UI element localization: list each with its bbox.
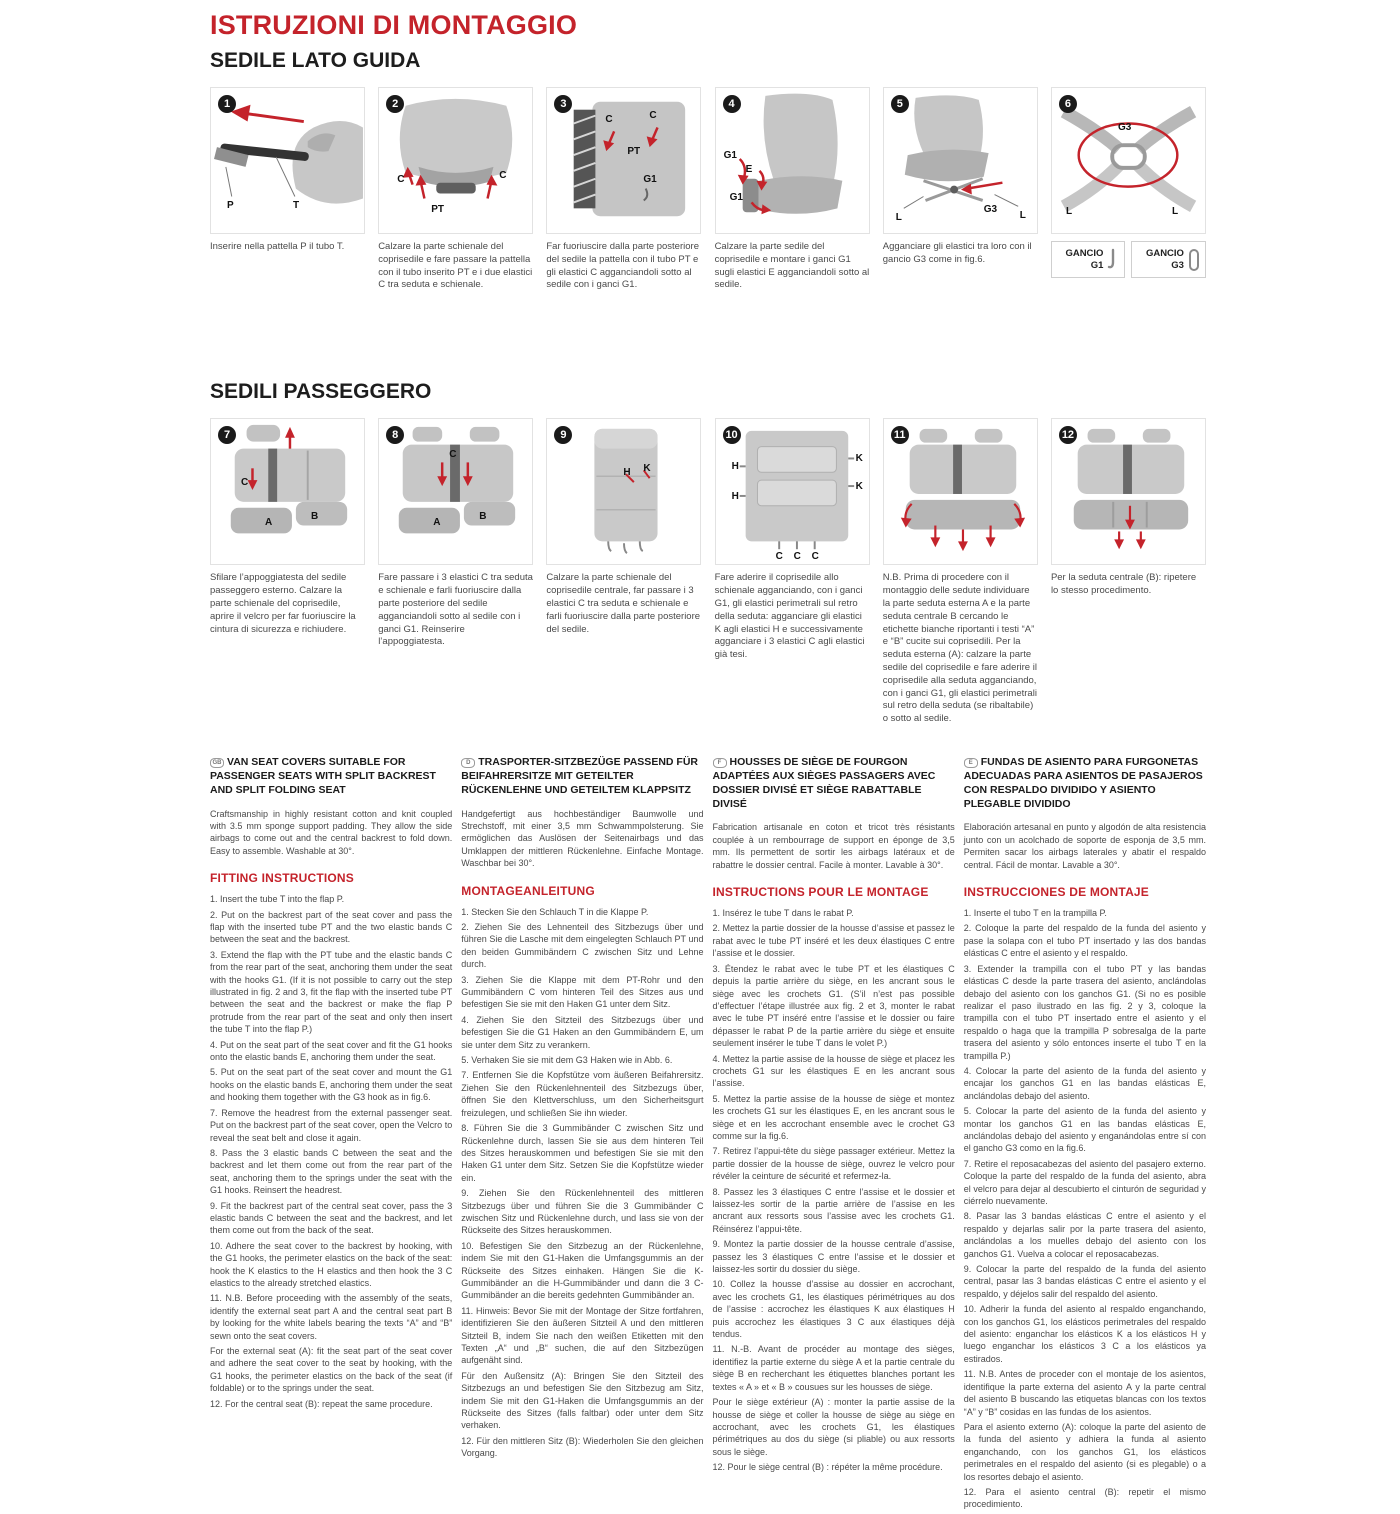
figure-number-badge: 1	[218, 95, 236, 113]
figure-caption-5: Agganciare gli elastici tra loro con il gancio G3 come in fig.6.	[882, 241, 1032, 265]
figure-panel-12	[1051, 418, 1206, 565]
figure-number-badge: 11	[891, 426, 909, 444]
step-paragraph: 5. Mettez la partie assise de la housse de siège et montez les crochets G1 sur les élastiques E, en les ancrant sous le siège et en les accrochant ensemble avec le crochet G3 comme sur la fig.6.	[712, 1093, 955, 1141]
column-header-text: FUNDAS DE ASIENTO PARA FURGONETAS ADECUADAS PARA ASIENTOS DE PASAJEROS CON RESPALDO DIVIDIDO Y ASIENTO PLEGABLE DIVIDIDO	[963, 756, 1203, 810]
gancio-g3-label: GANCIO	[1145, 247, 1184, 259]
flag-fr-icon: F	[713, 758, 727, 768]
figure-caption-1: Inserire nella pattella P il tubo T.	[210, 241, 345, 252]
figure-label: C	[605, 114, 613, 125]
figure-label: G1	[643, 174, 657, 185]
central-seat-fitting-illustration	[1052, 419, 1205, 564]
step-paragraph: 2. Coloque la parte del respaldo de la funda del asiento y pase la solapa con el tubo PT insertado y las dos bandas elásticas C entre el asiento y el respaldo.	[963, 923, 1206, 959]
language-columns	[210, 756, 1206, 1514]
step-paragraph: 2. Put on the backrest part of the seat cover and pass the flap with the inserted tube PT and the two elastic bands C between the seat and the backrest.	[210, 909, 453, 945]
figure-label: G3	[1117, 122, 1132, 133]
figure-caption-12: Per la seduta centrale (B): ripetere lo stesso procedimento.	[1050, 572, 1197, 597]
figure-panel-6	[1051, 87, 1206, 234]
seat-illustration-backrest-flap	[379, 88, 532, 233]
hook-legend	[1051, 241, 1206, 278]
step-paragraph: 12. Para el asiento central (B): repetir el mismo procedimiento.	[963, 1486, 1206, 1510]
figure-row-1	[210, 87, 1206, 234]
step-paragraph: 1. Insert the tube T into the flap P.	[210, 894, 345, 905]
step-paragraph: 5. Colocar la parte del asiento de la funda del asiento y montar los ganchos G1 en las bandas elásticas E, anclándolas debajo del asiento y enganándolas entre sí con el gancho G3 como en la fig.6.	[963, 1106, 1206, 1154]
column-header	[713, 756, 955, 811]
step-paragraph: Pour le siège extérieur (A) : monter la partie assise de la housse de siège et coller la housse de siège au siège en accrochant, avec les crochets G1, les élastiques périmétriques au dos du siège (si pliable) ou aux ressorts sous le siège.	[712, 1397, 955, 1457]
central-backrest-illustration	[547, 419, 700, 564]
step-paragraph: 5. Put on the seat part of the seat cover and mount the G1 hooks on the elastic bands E, anchoring them under the seat and hooking them together with the G3 hook as in fig.6.	[210, 1067, 453, 1103]
column-subhead: FITTING INSTRUCTIONS	[210, 871, 354, 886]
figure-label: E	[745, 164, 753, 175]
step-paragraph: 12. Pour le siège central (B) : répéter la même procédure.	[712, 1462, 943, 1473]
page-title: ISTRUZIONI DI MONTAGGIO	[210, 10, 578, 40]
gancio-g1-label: GANCIO	[1065, 247, 1104, 259]
step-paragraph: 12. Für den mittleren Sitz (B): Wiederholen Sie den gleichen Vorgang.	[461, 1435, 704, 1459]
step-paragraph: 2. Mettez la partie dossier de la housse d’assise et passez le rabat avec le tube PT inséré et les deux élastiques C entre l’assise et le dossier.	[712, 923, 955, 959]
column-header-text: HOUSSES DE SIÈGE DE FOURGON ADAPTÉES AUX SIÈGES PASSAGERS AVEC DOSSIER DIVISÉ ET SIÈGE RABATTABLE DIVISÉ	[712, 756, 936, 810]
figure-label: H	[731, 491, 739, 503]
figure-label: A	[433, 517, 441, 529]
step-paragraph: 8. Pasar las 3 bandas elásticas C entre el asiento y el respaldo y dejarlas salir por la parte trasera del asiento, anclándolas a los muelles debajo del asiento con los ganchos G1. Vuelva a colocar el reposacabezas.	[963, 1211, 1206, 1259]
figure-label: G1	[723, 150, 737, 161]
column-subhead: MONTAGEANLEITUNG	[461, 883, 595, 898]
figure-label: C	[811, 551, 819, 563]
step-paragraph: 1. Stecken Sie den Schlauch T in die Klappe P.	[461, 906, 649, 917]
figure-number-badge: 4	[723, 95, 741, 113]
step-paragraph: 11. N.B. Antes de proceder con el montaje de los asientos, identifique la parte externa del asiento A y la parte central del asiento B buscando las etiquetas blancas con los textos “A” y “B” cosidas en las fundas de los asientos.	[963, 1369, 1206, 1417]
step-paragraph: 9. Fit the backrest part of the central seat cover, pass the 3 elastic bands C between the seat and the backrest, and let them come out from the back of the seat.	[210, 1200, 453, 1236]
flag-de-icon: D	[461, 758, 475, 768]
step-paragraph: 8. Pass the 3 elastic bands C between the seat and the backrest and let them come out from the rear part of the seat, anchoring them to the springs under the seat with the G1 hooks. Reinsert the headrest.	[210, 1147, 453, 1196]
lang-column-french	[713, 756, 955, 1514]
figure-label: PT	[431, 204, 444, 215]
flag-gb-icon: GB	[210, 758, 224, 768]
column-header	[461, 756, 703, 798]
figure-label: C	[499, 170, 507, 181]
column-subhead: INSTRUCTIONS POUR LE MONTAGE	[712, 885, 929, 900]
g1-hook-icon	[1107, 248, 1119, 272]
figure-number-badge: 3	[554, 95, 572, 113]
column-intro: Handgefertigt aus hochbeständiger Baumwolle und Strechstoff, mit einer 3,5 mm Schwammpolsterung. Sie ermöglichen das Auslösen der Seitenairbags und das Umklappen der mittleren Rückenlehne. Einfache Montage. Waschbar bei 30°.	[461, 808, 704, 869]
column-header-text: TRASPORTER-SITZBEZÜGE PASSEND FÜR BEIFAHRERSITZE MIT GETEILTER RÜCKENLEHNE UND GETEILTEM KLAPPSITZ	[461, 756, 698, 796]
column-intro: Fabrication artisanale en coton et tricot très résistants couplée à un rembourrage de support en éponge de 3,5 mm. Ils permettent de sortir les airbags latéraux et de rabattre le dossier central. Facile à monter. Lavable à 30°.	[712, 822, 955, 870]
figure-label: A	[265, 517, 273, 529]
step-paragraph: 1. Insérez le tube T dans le rabat P.	[712, 908, 854, 919]
figure-caption-9: Calzare la parte schienale del coprisedile centrale, far passare i 3 elastici C tra seduta e schienale e farli fuoriuscire dalla parte posteriore del sedile.	[546, 572, 701, 635]
figure-panel-2	[378, 87, 533, 234]
column-header	[964, 756, 1206, 811]
step-paragraph: 11. N.B. Before proceeding with the assembly of the seats, identify the external seat part A and the central seat part B by looking for the white labels bearing the texts “A” and “B” sewn onto the seat covers.	[210, 1293, 453, 1341]
figure-panel-1	[210, 87, 365, 234]
figure-number-badge: 12	[1059, 426, 1077, 444]
figure-panel-7	[210, 418, 365, 565]
figure-label: L	[1065, 206, 1073, 217]
step-paragraph: 4. Put on the seat part of the seat cover and fit the G1 hooks onto the elastic bands E, anchoring them under the seat.	[210, 1039, 453, 1063]
step-paragraph: 7. Remove the headrest from the external passenger seat. Put on the backrest part of the seat cover, open the Velcro to reveal the seat belt and close it again.	[210, 1107, 453, 1143]
step-paragraph: 8. Führen Sie die 3 Gummibänder C zwischen Sitz und Rückenlehne durch, lassen Sie sie aus dem hinteren Teil des Sitzes herauskommen und befestigen Sie sie mit den Haken G1 unter dem Sitz. Setzen Sie die Kopfstütze wieder ein.	[461, 1123, 704, 1183]
figure-panel-3	[546, 87, 701, 234]
figure-number-badge: 6	[1059, 95, 1077, 113]
figure-label: T	[293, 200, 300, 211]
figure-caption-8: Fare passare i 3 elastici C tra seduta e schienale e farli fuoriuscire dalla parte posteriore del sedile agganciandoli sotto al sedile con i ganci G1. Reinserire l’appoggiatesta.	[378, 572, 533, 648]
figure-panel-5	[883, 87, 1038, 234]
figure-label: G3	[983, 204, 998, 215]
steps-list	[210, 893, 452, 1410]
steps-list	[461, 906, 703, 1460]
figure-label: C	[241, 477, 249, 489]
figure-panel-11	[883, 418, 1038, 565]
column-header	[210, 756, 452, 798]
instruction-sheet	[210, 10, 1206, 1514]
figure-panel-9	[546, 418, 701, 565]
seat-illustration-tube-flap	[211, 88, 364, 233]
steps-list	[713, 907, 955, 1473]
bench-seat-headrest-illustration	[211, 419, 364, 564]
step-paragraph: 7. Entfernen Sie die Kopfstütze vom äußeren Beifahrersitz. Ziehen Sie den Rückenlehnenteil des Sitzbezugs über, öffnen Sie den Klettverschluss, um den Sicherheitsgurt freizulegen, und schließen Sie ihn wieder.	[461, 1070, 704, 1118]
section2-title: SEDILI PASSEGGERO	[210, 380, 432, 404]
step-paragraph: 1. Inserte el tubo T en la trampilla P.	[963, 908, 1107, 919]
caption-row-2	[210, 572, 1206, 726]
figure-caption-11: N.B. Prima di procedere con il montaggio delle sedute individuare la parte seduta esterna A e la parte seduta centrale B cercando le etichette bianche riportanti i testi “A” e “B” cucite sui coprisedili. Per la seduta esterna (A): calzare la parte sedile del coprisedile e fare aderire il coprisedile alla seduta agganciando, con i ganci G1, gli elastici perimetrali sul retro della seduta (se ribaltabile) o sotto al sedile.	[882, 572, 1037, 725]
figure-label: L	[895, 212, 902, 223]
column-intro: Craftsmanship in highly resistant cotton and knit coupled with 3.5 mm sponge support padding. They allow the side airbags to come out and the central backrest to fold down. Easy to assemble. Washable at 30°.	[210, 808, 453, 856]
step-paragraph: 7. Retire el reposacabezas del asiento del pasajero externo. Coloque la parte del respaldo de la funda del asiento, abra el velcro para dejar al descubierto el cinturón de seguridad y ciérrelo nuevamente.	[963, 1158, 1206, 1206]
gancio-g1-code: G1	[1090, 259, 1104, 271]
step-paragraph: 4. Mettez la partie assise de la housse de siège et placez les crochets G1 sur les élastiques E en les ancrant sous l’assise.	[712, 1053, 955, 1089]
step-paragraph: 10. Collez la housse d’assise au dossier en accrochant, avec les crochets G1, les élastiques périmétriques au dos de l’assise : accrochez les élastiques K aux élastiques H puis accrochez les élastiques 3 C aux élastiques déjà tendus.	[712, 1279, 955, 1340]
bench-seat-elastics-illustration	[379, 419, 532, 564]
figure-caption-10: Fare aderire il coprisedile allo schienale agganciando, con i ganci G1, gli elastici perimetrali sul retro della seduta: agganciare gli elastici K agli elastici H e successivamente agganciare i 3 elastici C agli elastici già tesi.	[714, 572, 865, 661]
figure-panel-4	[715, 87, 870, 234]
step-paragraph: 11. Hinweis: Bevor Sie mit der Montage der Sitze fortfahren, identifizieren Sie den äußeren Sitzteil A und den mittleren Sitzteil B, indem Sie nach den weißen Etiketten mit den Texten „A“ und „B“ suchen, die auf den Sitzbezügen aufgenäht sind.	[461, 1305, 704, 1366]
step-paragraph: 3. Extender la trampilla con el tubo PT y las bandas elásticas C desde la parte trasera del asiento, anclándolas debajo del asiento con los ganchos G1. (Si no es posible realizar el paso ilustrado en las fig. 2 y 3, coloque la trampilla con el tubo PT insertado entre el asiento y el respaldo o haga que la trampilla P sobresalga de la parte trasera del asiento y sólo entonces inserte el tubo T en la trampilla P.)	[963, 963, 1206, 1061]
figure-caption-7: Sfilare l’appoggiatesta del sedile passeggero esterno. Calzare la parte schienale del coprisedile, aprire il velcro per far fuoriuscire la cintura di sicurezza e richiudere.	[210, 572, 356, 635]
lang-column-spanish	[964, 756, 1206, 1514]
flag-es-icon: E	[964, 758, 978, 768]
step-paragraph: 2. Ziehen Sie des Lehnenteil des Sitzbezugs über und führen Sie die Lasche mit dem eingelegten Schlauch PT und den beiden Gummibändern C zwischen Sitz und Lehne durch.	[461, 922, 704, 970]
figure-label: K	[855, 481, 863, 493]
figure-label: C	[793, 551, 801, 563]
gancio-g3-code: G3	[1171, 259, 1184, 271]
gancio-g3-box	[1131, 241, 1206, 278]
step-paragraph: 9. Ziehen Sie den Rückenlehnenteil des mittleren Sitzbezugs über und führen Sie die 3 Gummibänder C zwischen Sitz und Rückenlehne durch, und lass sie von der Rückseite des Sitzes herauskommen.	[461, 1188, 704, 1236]
figure-label: P	[227, 200, 234, 211]
figure-label: B	[479, 511, 487, 523]
seat-illustration-rear-flap	[547, 88, 700, 233]
steps-list	[964, 907, 1206, 1511]
step-paragraph: 9. Colocar la parte del respaldo de la funda del asiento central, pasar las 3 bandas elásticas C entre el asiento y el respaldo, y déjelos salir del respaldo del asiento.	[963, 1264, 1206, 1299]
step-paragraph: 12. For the central seat (B): repeat the same procedure.	[210, 1398, 433, 1409]
step-paragraph: 7. Retirez l’appui-tête du siège passager extérieur. Mettez la partie dossier de la housse de siège, ouvrez le velcro pour révéler la ceinture de sécurité et refermez-la.	[712, 1146, 955, 1182]
figure-label: B	[311, 511, 319, 523]
figure-label: C	[397, 174, 405, 185]
step-paragraph: 9. Montez la partie dossier de la housse centrale d’assise, passez les 3 élastiques C entre l’assise et le dossier et laissez-les sortir du dossier du siège.	[712, 1239, 955, 1275]
figure-row-2	[210, 418, 1206, 565]
figure-panel-10	[715, 418, 870, 565]
figure-number-badge: 7	[218, 426, 236, 444]
step-paragraph: 4. Colocar la parte del asiento de la funda del asiento y encajar los ganchos G1 en las bandas elásticas E, anclándolas debajo del asiento.	[963, 1065, 1206, 1101]
figure-caption-2: Calzare la parte schienale del coprisedile e fare passare la pattella con il tubo inserito PT e i due elastici C tra seduta e schienale.	[378, 241, 533, 291]
column-subhead: INSTRUCCIONES DE MONTAJE	[963, 885, 1150, 900]
figure-label: C	[775, 551, 783, 563]
step-paragraph: 4. Ziehen Sie den Sitzteil des Sitzbezugs über und befestigen Sie die G1 Haken an den Gummibändern E, um sie unter dem Sitz zu verankern.	[461, 1014, 704, 1050]
step-paragraph: 8. Passez les 3 élastiques C entre l’assise et le dossier et laissez-les sortir de la partie arrière de l’assise en les ancrant aux ressorts sous l’assise avec les crochets G1. Réinsérez l’appui-tête.	[712, 1186, 955, 1234]
figure-label: L	[1019, 210, 1026, 221]
figure-panel-8	[378, 418, 533, 565]
column-header-text: VAN SEAT COVERS SUITABLE FOR PASSENGER SEATS WITH SPLIT BACKREST AND SPLIT FOLDING SEAT	[210, 756, 436, 796]
gancio-g1-box	[1051, 241, 1126, 278]
lang-column-german	[461, 756, 703, 1514]
g3-ring-icon	[1188, 248, 1200, 272]
step-paragraph: 3. Ziehen Sie die Klappe mit dem PT-Rohr und den Gummibändern C vom hinteren Teil des Sitzes aus und befestigen Sie sie mit den Haken G1 unter dem Sitz.	[461, 974, 704, 1010]
column-intro: Elaboración artesanal en punto y algodón de alta resistencia junto con un acolchado de soporte de esponja de 3,5 mm. Permiten sacar los airbags laterales y abatir el respaldo central. Fácil de montar. Lavable a 30°.	[963, 822, 1206, 870]
step-paragraph: 10. Befestigen Sie den Sitzbezug an der Rückenlehne, indem Sie mit den G1-Haken die Umfangsgummis an der Rückseite des Sitzes einhaken. Hängen Sie die K-Gummibänder an die H-Gummibänder und dann die 3 C-Gummibänder an die bereits gedehnten Gummibänder an.	[461, 1240, 704, 1301]
figure-label: G1	[729, 192, 743, 203]
step-paragraph: For the external seat (A): fit the seat part of the seat cover and adhere the seat cover to the seat by hooking, with the G1 hooks, the perimeter elastics on the back of the seat (if foldable) or to the springs under the seat.	[210, 1346, 453, 1394]
step-paragraph: 10. Adhere the seat cover to the backrest by hooking, with the G1 hooks, the perimeter elastics on the back of the seat: hook the K elastics to the H elastics and then hook the 3 C elastics to the already stretched elastics.	[210, 1240, 453, 1288]
figure-label: K	[855, 453, 863, 465]
figure-label: K	[643, 463, 651, 475]
figure-number-badge: 8	[386, 426, 404, 444]
step-paragraph: 3. Étendez le rabat avec le tube PT et les élastiques C depuis la partie arrière du siège, en les ancrant sous le siège avec les crochets G1. (S’il n’est pas possible d’effectuer l’étape illustrée aux fig. 2 et 3, monter le rabat avec le tube PT inséré entre l’assise et le dossier ou faire dépasser le rabat P de la partie arrière du siège et ensuite seulement insérer le tube T dans le volet P.)	[712, 963, 955, 1049]
step-paragraph: 11. N.-B. Avant de procéder au montage des sièges, identifiez la partie externe du siège A et la partie centrale du siège B en recherchant les étiquettes blanches portant les textes « A » et « B » cousues sur les housses de siège.	[712, 1344, 955, 1392]
figure-caption-3: Far fuoriuscire dalla parte posteriore del sedile la pattella con il tubo PT e gli elastici C agganciandoli sotto al sedile con i ganci G1.	[546, 241, 699, 291]
lang-column-english	[210, 756, 452, 1514]
figure-label: C	[649, 110, 657, 121]
figure-label: L	[1171, 206, 1179, 217]
figure-label: H	[623, 467, 631, 479]
caption-row-1	[210, 241, 1206, 292]
figure-number-badge: 10	[723, 426, 741, 444]
step-paragraph: 3. Extend the flap with the PT tube and the elastic bands C from the rear part of the seat, anchoring them under the seat with the hooks G1. (If it is not possible to carry out the step illustrated in fig. 2 and 3, fit the flap with the inserted tube PT between the seat and the backrest or make the flap P protrude from the rear part of the seat and only then insert the tube T into the flap P.)	[210, 949, 453, 1035]
figure-label: H	[731, 461, 739, 473]
figure-label: C	[449, 449, 457, 461]
figure-label: PT	[627, 146, 641, 157]
step-paragraph: Für den Außensitz (A): Bringen Sie den Sitzteil des Sitzbezugs an und befestigen Sie den Sitzbezug am Sitz, indem Sie mit den G1-Haken die Umfangsgummis an der Rückseite des Sitzes (falls faltbar) oder unter dem Sitz verhaken.	[461, 1370, 704, 1431]
figure-number-badge: 5	[891, 95, 909, 113]
section1-title: SEDILE LATO GUIDA	[210, 49, 421, 72]
step-paragraph: Para el asiento externo (A): coloque la parte del asiento de la funda del asiento y adhiera la funda al asiento enganchando, con los ganchos G1, los elásticos perimetrales en el respaldo del asiento (si es plegable) o a los resortes debajo el asiento.	[963, 1421, 1206, 1482]
figure-caption-4: Calzare la parte sedile del coprisedile e montare i ganci G1 sugli elastici E agganciandoli sotto al sedile.	[714, 241, 870, 291]
figure-number-badge: 2	[386, 95, 404, 113]
step-paragraph: 10. Adherir la funda del asiento al respaldo enganchando, con los ganchos G1, los elásticos perimetrales del respaldo del asiento: enganchar los elásticos K a los elásticos H y luego enganchar los elásticos 3 C a los elásticos ya estirados.	[963, 1304, 1206, 1364]
figure-number-badge: 9	[554, 426, 572, 444]
step-paragraph: 5. Verhaken Sie sie mit dem G3 Haken wie in Abb. 6.	[461, 1055, 673, 1066]
